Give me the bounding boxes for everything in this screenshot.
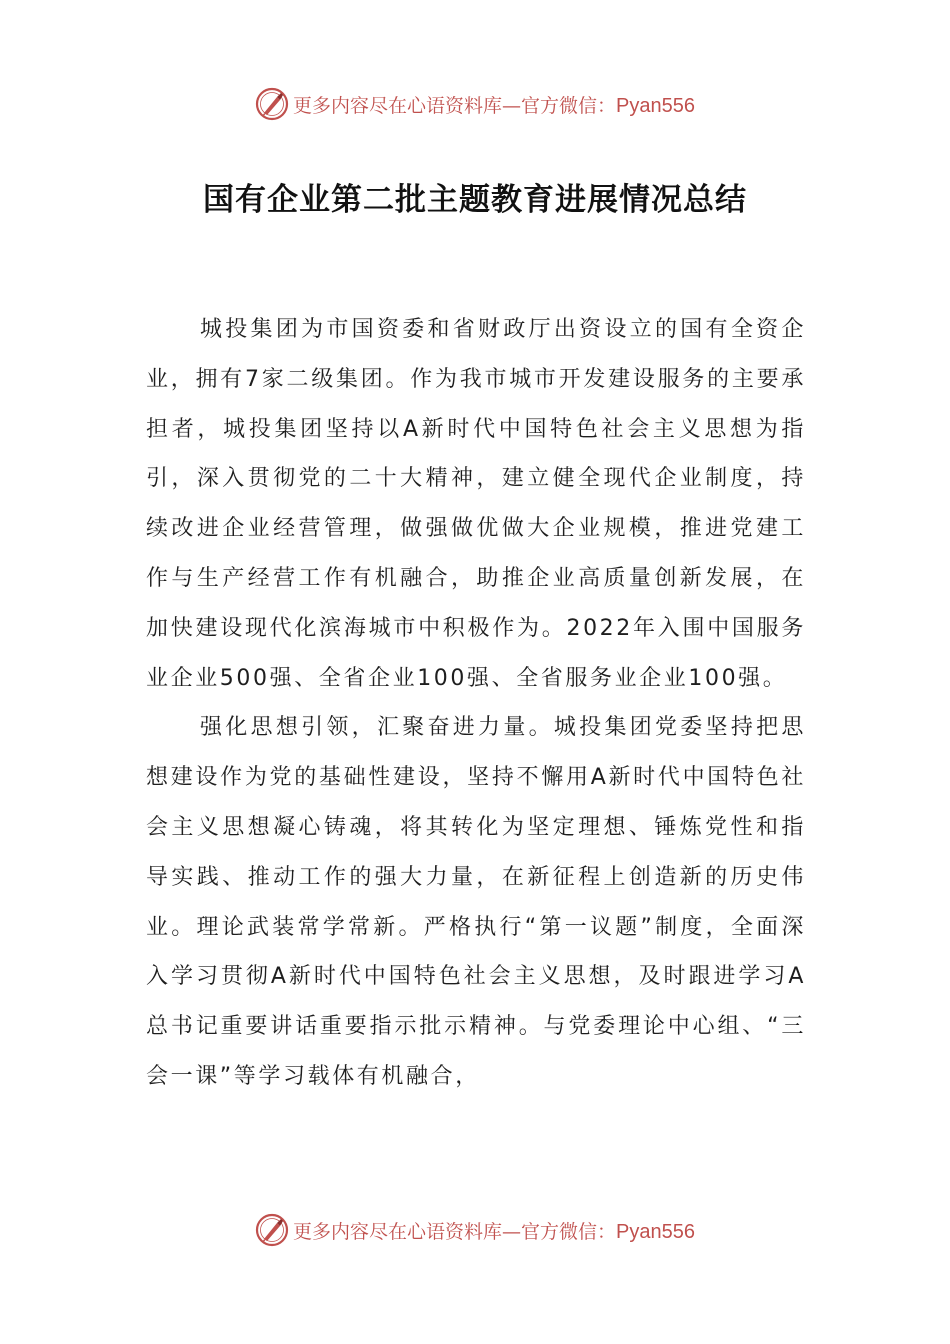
document-body — [146, 305, 806, 1102]
pen-logo-icon — [255, 87, 289, 121]
header-watermark — [0, 84, 950, 124]
footer-watermark — [0, 1210, 950, 1250]
pen-logo-icon — [255, 1213, 289, 1247]
wechat-id: Pyan556 — [616, 1220, 695, 1243]
body-paragraph: 城投集团为市国资委和省财政厅出资设立的国有全资企业，拥有7家二级集团。作为我市城市开发建设服务的主要承担者，城投集团坚持以A新时代中国特色社会主义思想为指引，深入贯彻党的二十大精神，建立健全现代企业制度，持续改进企业经营管理，做强做优做大企业规模，推进党建工作与生产经营工作有机融合，助推企业高质量创新发展，在加快建设现代化滨海城市中积极作为。2022年入围中国服务业企业500强、全省企业100强、全省服务业企业100强。 — [146, 317, 806, 691]
watermark-text: 更多内容尽在心语资料库—官方微信：Pyan556 — [293, 1220, 695, 1243]
body-paragraph: 强化思想引领，汇聚奋进力量。城投集团党委坚持把思想建设作为党的基础性建设，坚持不懈用A新时代中国特色社会主义思想凝心铸魂，将其转化为坚定理想、锤炼党性和指导实践、推动工作的强大力量，在新征程上创造新的历史伟业。理论武装常学常新。严格执行“第一议题”制度，全面深入学习贯彻A新时代中国特色社会主义思想，及时跟进学习A总书记重要讲话重要指示批示精神。与党委理论中心组、“三会一课”等学习载体有机融合， — [146, 715, 806, 1089]
document-title: 国有企业第二批主题教育进展情况总结 — [203, 182, 747, 218]
wechat-id: Pyan556 — [616, 94, 695, 117]
watermark-text: 更多内容尽在心语资料库—官方微信：Pyan556 — [293, 94, 695, 117]
